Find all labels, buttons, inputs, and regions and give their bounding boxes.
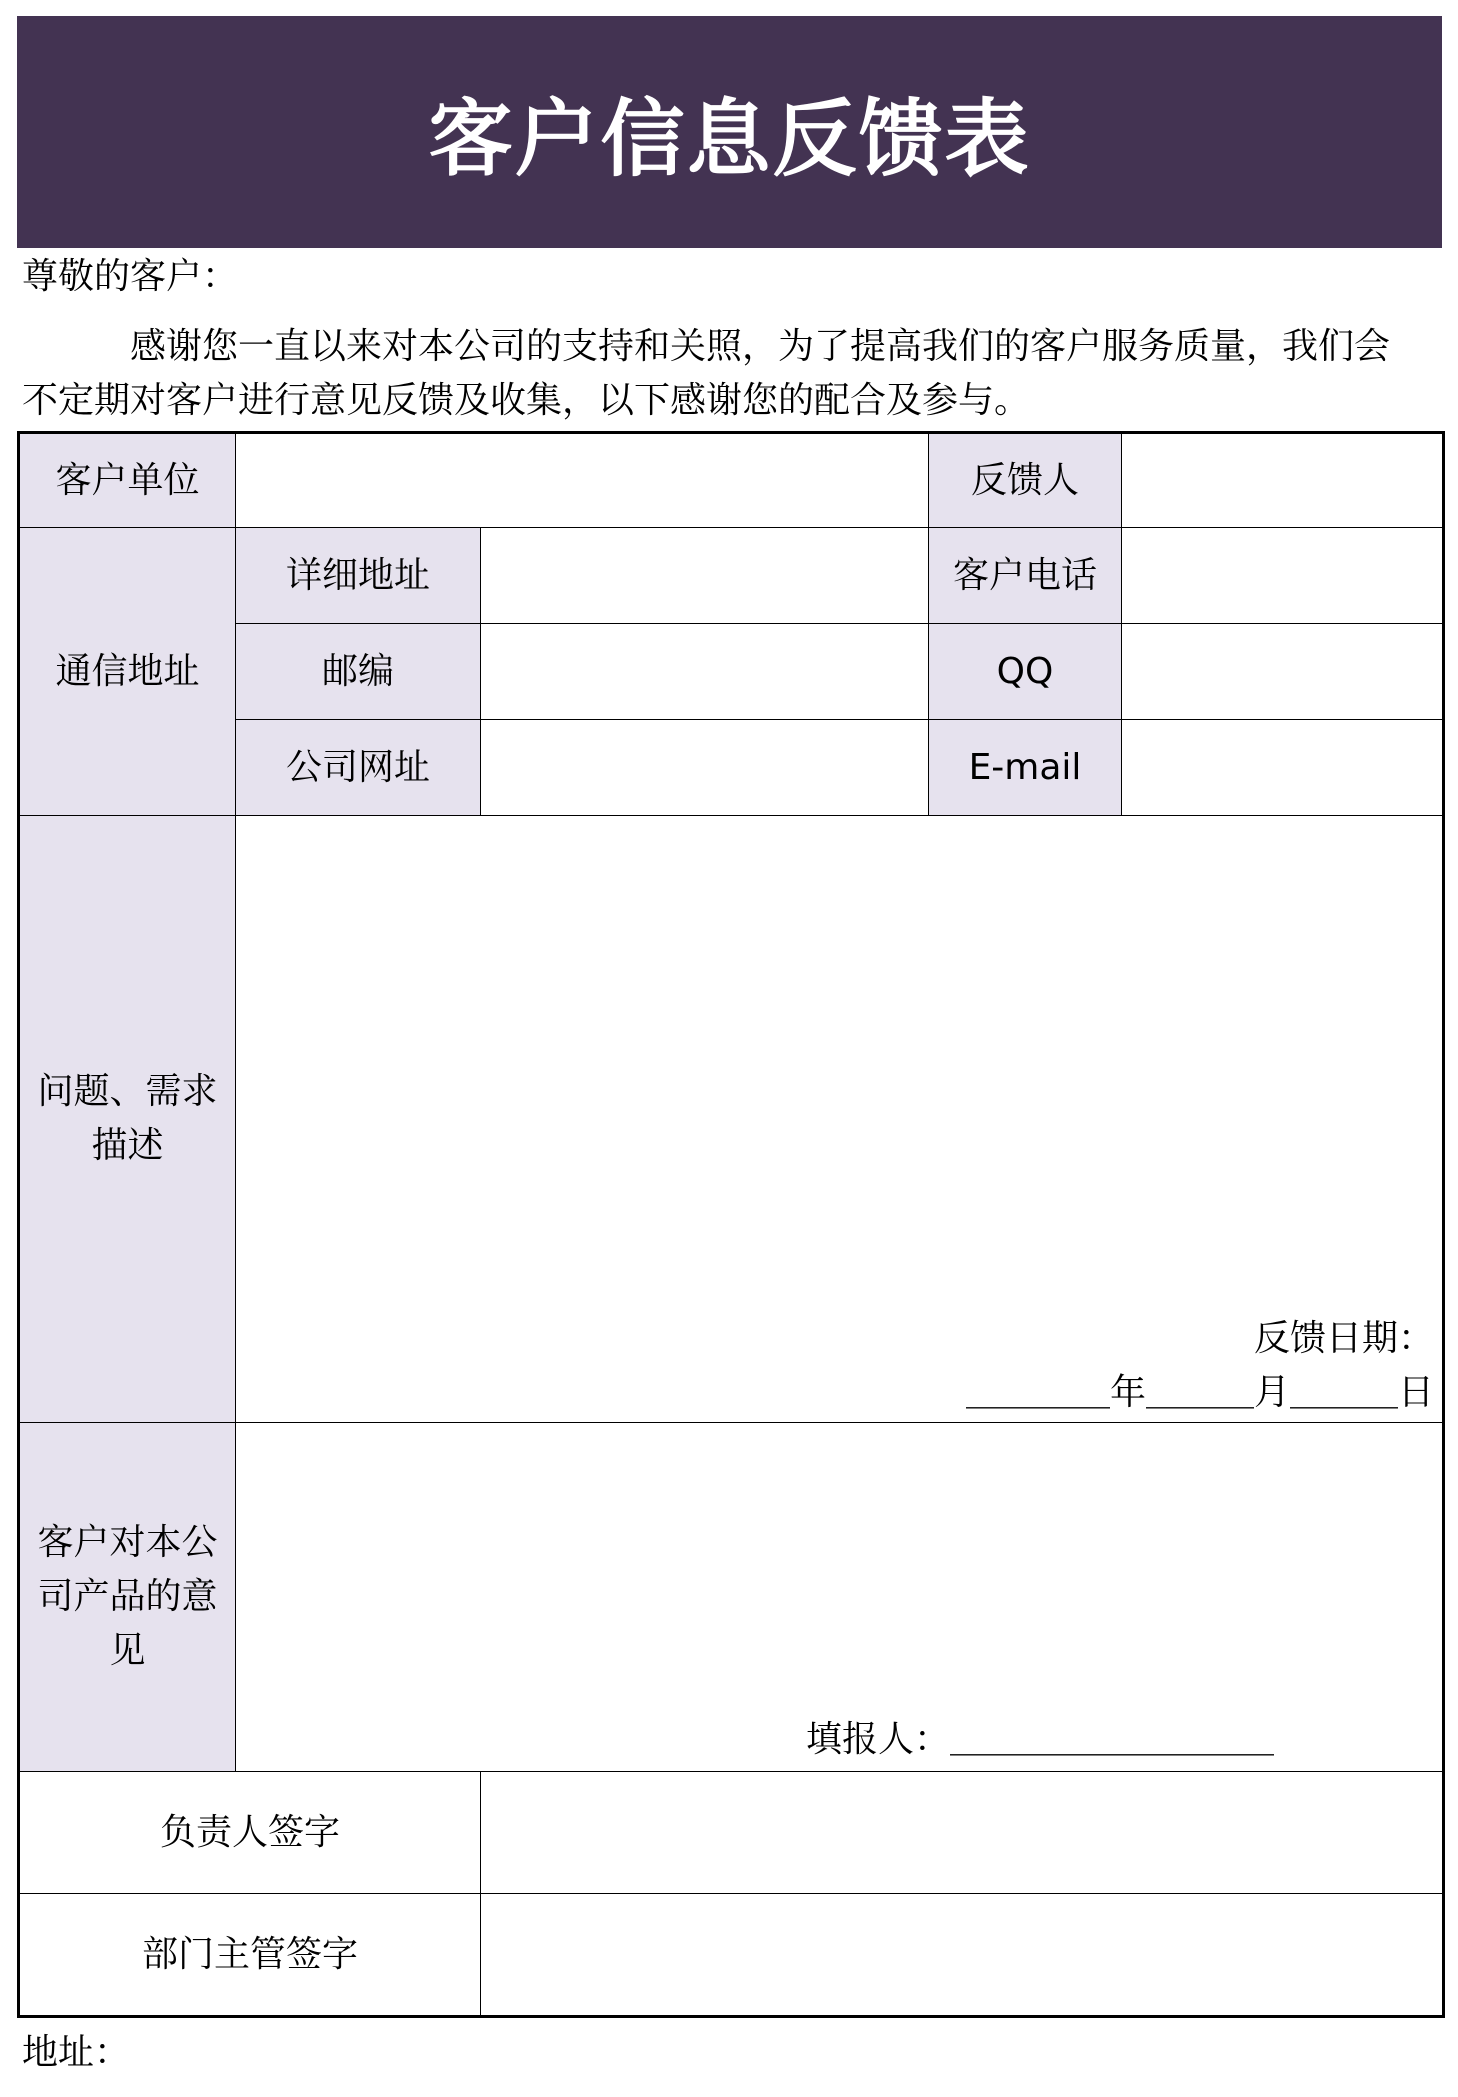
email-field[interactable]: [1122, 720, 1444, 816]
customer-unit-label: 客户单位: [19, 433, 236, 528]
footer-address: 地址：: [22, 2032, 131, 2073]
problem-description-label: 问题、需求描述: [19, 816, 236, 1423]
detailed-address-label: 详细地址: [236, 528, 481, 624]
product-opinion-field[interactable]: [236, 1423, 1444, 1772]
company-website-label: 公司网址: [236, 720, 481, 816]
mailing-address-label: 通信地址: [19, 528, 236, 816]
postcode-field[interactable]: [481, 624, 929, 720]
feedback-date-blank: ＿＿＿＿年＿＿＿月＿＿＿日: [965, 1372, 1434, 1413]
filler-line: 填报人：＿＿＿＿＿＿＿＿＿: [805, 1719, 1274, 1760]
product-opinion-label: 客户对本公司产品的意见: [19, 1423, 236, 1772]
page-title: 客户信息反馈表: [428, 89, 1031, 188]
feedback-form: [17, 431, 1445, 2018]
feedback-date: [966, 1312, 1434, 1420]
feedback-date-label: 反馈日期：: [1253, 1318, 1434, 1359]
customer-phone-field[interactable]: [1122, 528, 1444, 624]
company-website-field[interactable]: [481, 720, 929, 816]
dept-head-signature-field[interactable]: [481, 1894, 1444, 2017]
manager-signature-label: 负责人签字: [19, 1772, 481, 1894]
qq-field[interactable]: [1122, 624, 1444, 720]
dept-head-signature-label: 部门主管签字: [19, 1894, 481, 2017]
title-banner: [17, 16, 1442, 248]
customer-unit-field[interactable]: [236, 433, 929, 528]
qq-label: QQ: [929, 624, 1122, 720]
email-label: E-mail: [929, 720, 1122, 816]
intro-paragraph: 感谢您一直以来对本公司的支持和关照，为了提高我们的客户服务质量，我们会不定期对客户进行意见反馈及收集，以下感谢您的配合及参与。: [22, 326, 1391, 421]
feedback-person-label: 反馈人: [929, 433, 1122, 528]
postcode-label: 邮编: [236, 624, 481, 720]
problem-description-field[interactable]: [236, 816, 1444, 1423]
manager-signature-field[interactable]: [481, 1772, 1444, 1894]
greeting: 尊敬的客户：: [22, 256, 239, 297]
detailed-address-field[interactable]: [481, 528, 929, 624]
customer-phone-label: 客户电话: [929, 528, 1122, 624]
feedback-person-field[interactable]: [1122, 433, 1444, 528]
